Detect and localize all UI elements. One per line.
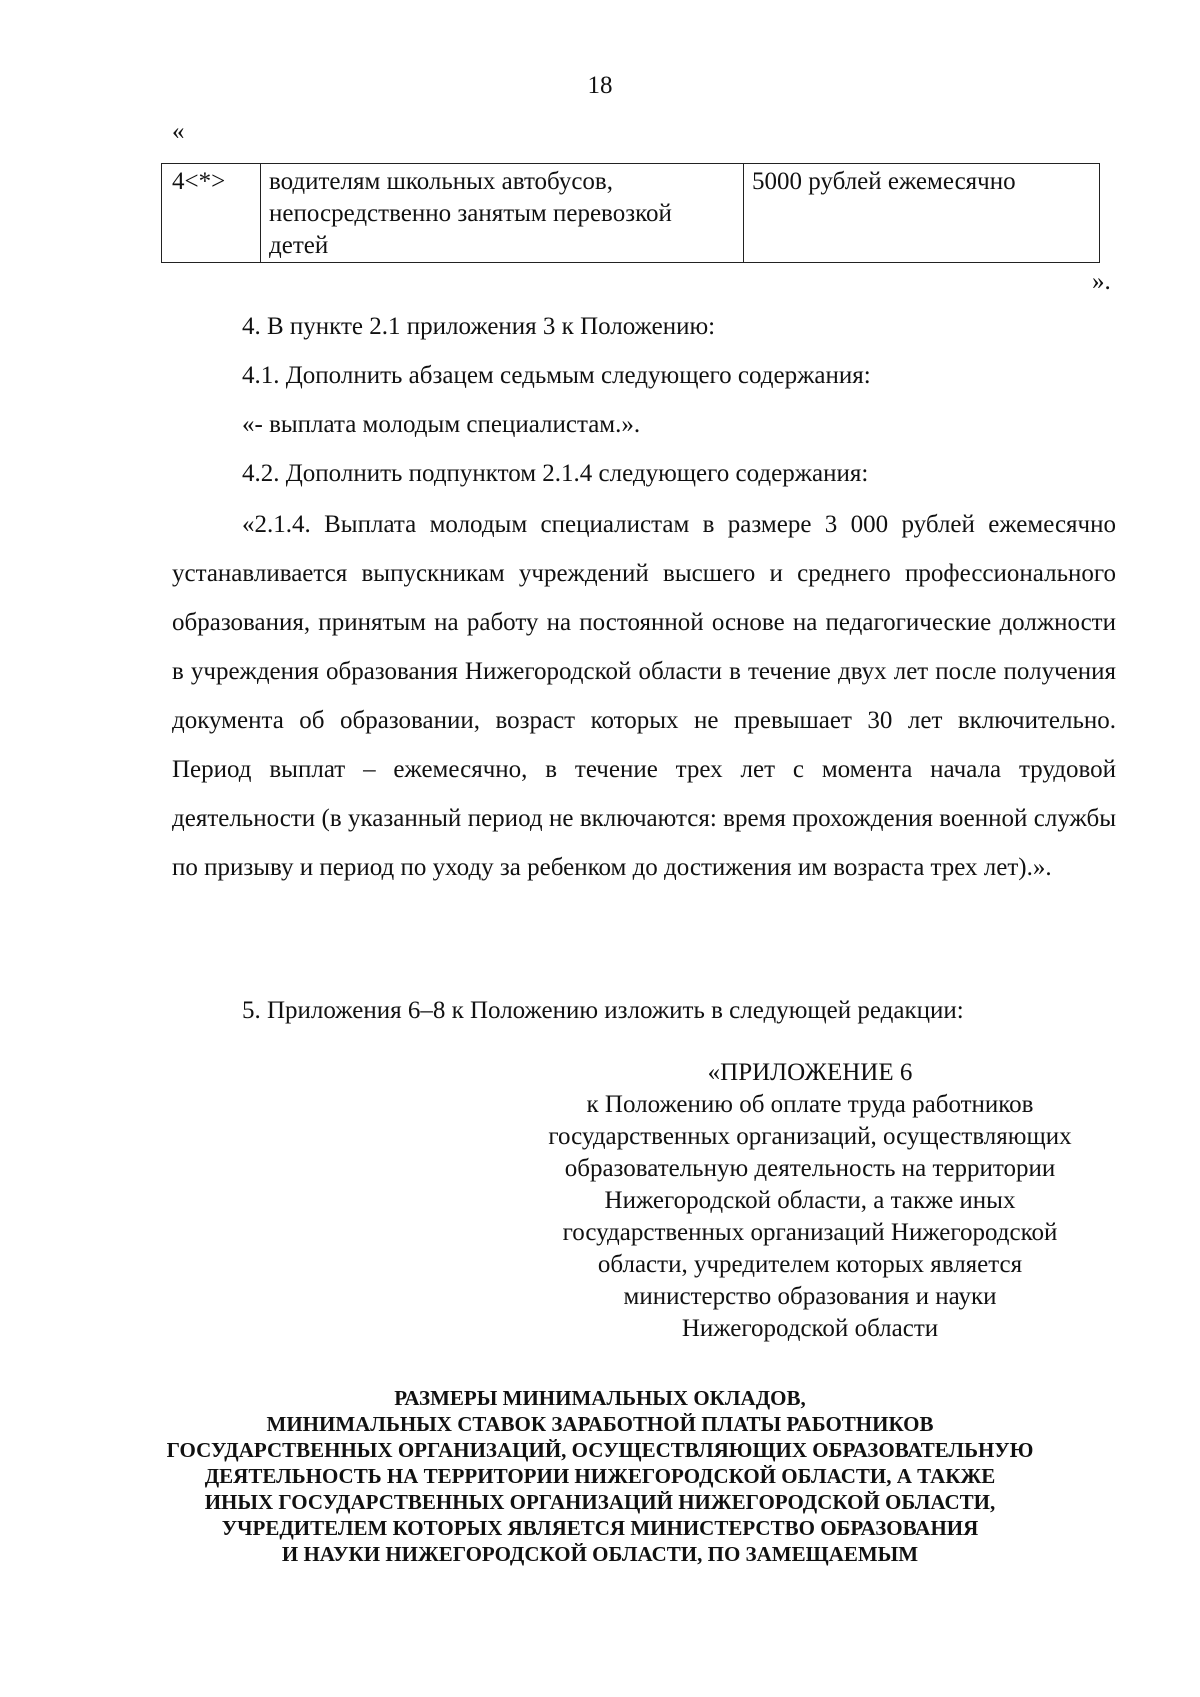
appendix-title: «ПРИЛОЖЕНИЕ 6: [707, 1059, 913, 1086]
heading-line: ДЕЯТЕЛЬНОСТЬ НА ТЕРРИТОРИИ НИЖЕГОРОДСКОЙ ОБЛАСТИ, А ТАКЖЕ: [204, 1464, 996, 1488]
appendix-line: Нижегородской области, а также иных: [604, 1187, 1016, 1214]
appendix-line: государственных организаций, осуществляющих: [548, 1123, 1072, 1150]
heading-line: МИНИМАЛЬНЫХ СТАВОК ЗАРАБОТНОЙ ПЛАТЫ РАБОТНИКОВ: [266, 1412, 934, 1436]
appendix-line: Нижегородской области: [681, 1315, 939, 1342]
paragraph-4-1-text: «- выплата молодым специалистам.».: [242, 411, 641, 438]
heading-line: ИНЫХ ГОСУДАРСТВЕННЫХ ОРГАНИЗАЦИЙ НИЖЕГОРОДСКОЙ ОБЛАСТИ,: [204, 1490, 996, 1514]
heading-line: УЧРЕДИТЕЛЕМ КОТОРЫХ ЯВЛЯЕТСЯ МИНИСТЕРСТВО ОБРАЗОВАНИЯ: [221, 1516, 979, 1540]
payments-table: [161, 163, 1100, 263]
section-heading: [150, 1385, 1050, 1567]
description-line: непосредственно занятым перевозкой: [269, 200, 672, 227]
table-quote-close: ».: [1092, 268, 1111, 295]
paragraph-4: 4. В пункте 2.1 приложения 3 к Положению:: [242, 313, 716, 340]
paragraph-5: 5. Приложения 6–8 к Положению изложить в следующей редакции:: [242, 997, 964, 1024]
appendix-line: образовательную деятельность на территории: [564, 1155, 1056, 1182]
table-row: [162, 164, 1100, 263]
appendix-line: государственных организаций Нижегородской: [562, 1219, 1058, 1246]
paragraph-4-2: 4.2. Дополнить подпунктом 2.1.4 следующего содержания:: [242, 460, 869, 487]
heading-line: РАЗМЕРЫ МИНИМАЛЬНЫХ ОКЛАДОВ,: [394, 1386, 806, 1410]
appendix-line: к Положению об оплате труда работников: [586, 1091, 1034, 1118]
row-number-cell: 4<*>: [162, 164, 261, 263]
appendix-block: [510, 1057, 1110, 1345]
heading-line: ГОСУДАРСТВЕННЫХ ОРГАНИЗАЦИЙ, ОСУЩЕСТВЛЯЮЩИХ ОБРАЗОВАТЕЛЬНУЮ: [166, 1438, 1034, 1462]
paragraph-2-1-4: «2.1.4. Выплата молодым специалистам в размере 3 000 рублей ежемесячно устанавливается выпускникам учреждений высшего и среднего профессионального образования, принятым на работу на постоянной основе на педагогические должности в учреждения образования Нижегородской области в течение двух лет после получения документа об образовании, возраст которых не превышает 30 лет включительно. Период выплат – ежемесячно, в течение трех лет с момента начала трудовой деятельности (в указанный период не включаются: время прохождения военной службы по призыву и период по уходу за ребенком до достижения им возраста трех лет).».: [172, 511, 1116, 881]
appendix-line: области, учредителем которых является: [597, 1251, 1023, 1278]
table-quote-open: «: [172, 118, 185, 145]
row-description-cell: [261, 164, 744, 263]
row-amount-cell: 5000 рублей ежемесячно: [744, 164, 1100, 263]
appendix-line: министерство образования и науки: [623, 1283, 997, 1310]
page-number: 18: [587, 72, 613, 99]
paragraph-4-1: 4.1. Дополнить абзацем седьмым следующего содержания:: [242, 362, 871, 389]
heading-line: И НАУКИ НИЖЕГОРОДСКОЙ ОБЛАСТИ, ПО ЗАМЕЩАЕМЫМ: [281, 1542, 919, 1566]
description-line: водителям школьных автобусов,: [269, 168, 613, 195]
description-line: детей: [269, 232, 329, 259]
